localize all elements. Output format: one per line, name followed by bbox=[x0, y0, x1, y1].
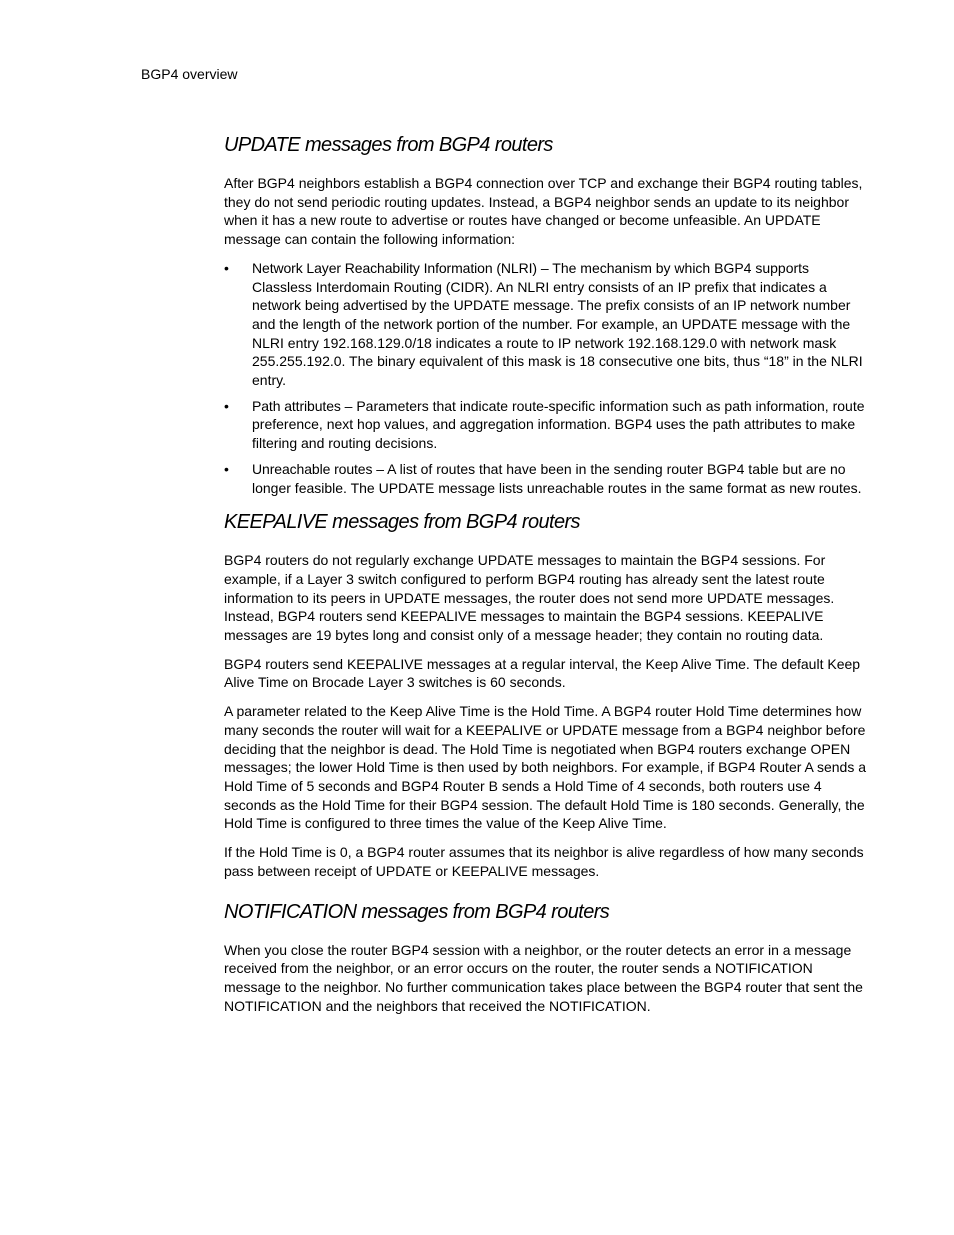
list-item-term: Network Layer Reachability Information (NLRI) bbox=[252, 259, 537, 276]
paragraph: BGP4 routers send KEEPALIVE messages at a regular interval, the Keep Alive Time. The default Keep Alive Time on Brocade Layer 3 switches is 60 seconds. bbox=[224, 655, 861, 691]
bullet-list bbox=[224, 259, 869, 497]
section-heading: KEEPALIVE messages from BGP4 routers bbox=[224, 511, 580, 534]
section-heading: NOTIFICATION messages from BGP4 routers bbox=[224, 900, 610, 923]
paragraph: BGP4 routers do not regularly exchange UPDATE messages to maintain the BGP4 sessions. For example, if a Layer 3 switch configured to perform BGP4 routing has already sent the latest route information to its peers in UPDATE messages, the router does not send more UPDATE messages. Instead, BGP4 routers send KEEPALIVE messages to maintain the BGP4 sessions. KEEPALIVE messages are 19 bytes long and consist only of a message header; they contain no routing data. bbox=[224, 552, 835, 644]
page-content bbox=[224, 131, 869, 1025]
list-item bbox=[224, 460, 869, 497]
list-item-text: – A list of routes that have been in the sending router BGP4 table but are no longer feasible. The UPDATE message lists unreachable routes in the same format as new routes. bbox=[252, 460, 862, 496]
list-item-text: – The mechanism by which BGP4 supports Classless Interdomain Routing (CIDR). An NLRI entry consists of an IP prefix that indicates a network being advertised by the UPDATE message. The prefix consists of an IP network number and the length of the network portion of the number. For example, an UPDATE message with the NLRI entry 192.168.129.0/18 indicates a route to IP network 192.168.129.0 with network mask 255.255.192.0. The binary equivalent of this mask is 18 consecutive one bits, thus “18” in the NLRI entry. bbox=[252, 259, 863, 389]
list-item bbox=[224, 259, 869, 390]
section-notification-messages bbox=[224, 898, 869, 1016]
paragraph: After BGP4 neighbors establish a BGP4 connection over TCP and exchange their BGP4 routing tables, they do not send periodic routing updates. Instead, a BGP4 neighbor sends an update to its neighbor when it has a new route to advertise or routes have changed or become unfeasible. An UPDATE message can contain the following information: bbox=[224, 175, 863, 248]
bullet-icon: • bbox=[224, 397, 229, 414]
bullet-icon: • bbox=[224, 259, 229, 276]
running-header: BGP4 overview bbox=[141, 66, 238, 82]
section-heading: UPDATE messages from BGP4 routers bbox=[224, 134, 553, 156]
section-update-messages bbox=[224, 131, 869, 497]
section-keepalive-messages bbox=[224, 508, 869, 880]
paragraph: If the Hold Time is 0, a BGP4 router assumes that its neighbor is alive regardless of how many seconds pass between receipt of UPDATE or KEEPALIVE messages. bbox=[224, 844, 864, 879]
list-item-text: – Parameters that indicate route-specific information such as path information, route preference, next hop values, and aggregation information. BGP4 uses the path attributes to make filtering and routing decisions. bbox=[252, 397, 865, 452]
bullet-icon: • bbox=[224, 460, 229, 477]
paragraph: A parameter related to the Keep Alive Time is the Hold Time. A BGP4 router Hold Time determines how many seconds the router will wait for a KEEPALIVE or UPDATE message from a BGP4 neighbor before deciding that the neighbor is dead. The Hold Time is negotiated when BGP4 routers exchange OPEN messages; the lower Hold Time is then used by both neighbors. For example, if BGP4 Router A sends a Hold Time of 5 seconds and BGP4 Router B sends a Hold Time of 4 seconds, both routers use 4 seconds as the Hold Time for their BGP4 session. The default Hold Time is 180 seconds. Generally, the Hold Time is configured to three times the value of the Keep Alive Time. bbox=[224, 703, 867, 832]
list-item bbox=[224, 397, 869, 453]
paragraph: When you close the router BGP4 session with a neighbor, or the router detects an error in a message received from the neighbor, or an error occurs on the router, the router sends a NOTIFICATION message to the neighbor. No further communication takes place between the BGP4 router that sent the NOTIFICATION and the neighbors that received the NOTIFICATION. bbox=[224, 941, 863, 1014]
list-item-term: Unreachable routes bbox=[252, 460, 373, 477]
list-item-term: Path attributes bbox=[252, 397, 341, 414]
